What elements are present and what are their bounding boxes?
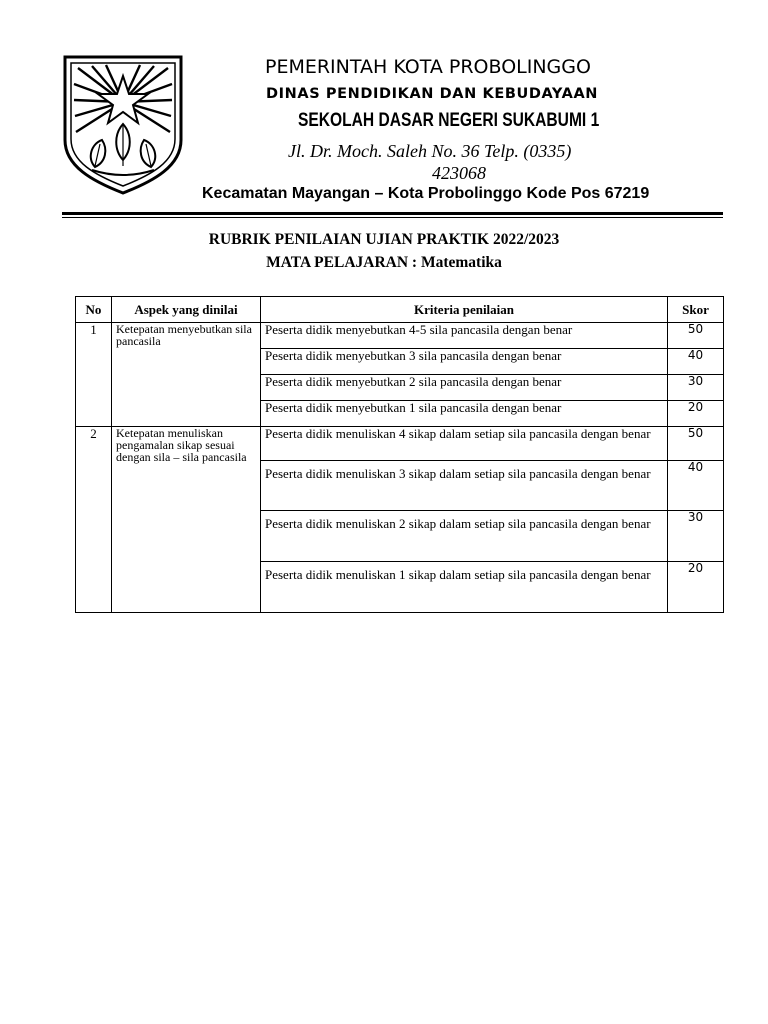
school-address: Jl. Dr. Moch. Saleh No. 36 Telp. (0335) (288, 141, 572, 161)
criteria-cell: Peserta didik menyebutkan 1 sila pancasila dengan benar (261, 401, 668, 427)
table-row (76, 323, 724, 349)
score-cell: 50 (668, 323, 724, 349)
criteria-cell: Peserta didik menuliskan 1 sikap dalam setiap sila pancasila dengan benar (261, 562, 668, 613)
document-subject: MATA PELAJARAN : Matematika (266, 254, 502, 271)
criteria-cell: Peserta didik menyebutkan 3 sila pancasila dengan benar (261, 349, 668, 375)
row-number: 2 (76, 427, 112, 613)
aspect-cell: Ketepatan menuliskan pengamalan sikap sesuai dengan sila – sila pancasila (112, 427, 261, 613)
score-cell: 30 (668, 375, 724, 401)
row-number: 1 (76, 323, 112, 427)
criteria-cell: Peserta didik menyebutkan 4-5 sila pancasila dengan benar (261, 323, 668, 349)
criteria-cell: Peserta didik menuliskan 2 sikap dalam setiap sila pancasila dengan benar (261, 511, 668, 562)
header-criteria: Kriteria penilaian (261, 297, 668, 323)
header-no: No (76, 297, 112, 323)
score-cell: 20 (668, 401, 724, 427)
document-title: RUBRIK PENILAIAN UJIAN PRAKTIK 2022/2023 (208, 231, 560, 248)
district-postcode: Kecamatan Mayangan – Kota Probolinggo Kode Pos 67219 (202, 185, 650, 202)
header-score: Skor (668, 297, 724, 323)
score-cell: 40 (668, 461, 724, 511)
department-name: DINAS PENDIDIKAN DAN KEBUDAYAAN (266, 86, 599, 102)
criteria-cell: Peserta didik menuliskan 3 sikap dalam setiap sila pancasila dengan benar (261, 461, 668, 511)
aspect-cell: Ketepatan menyebutkan sila pancasila (112, 323, 261, 427)
school-name: SEKOLAH DASAR NEGERI SUKABUMI 1 (298, 110, 600, 131)
score-cell: 30 (668, 511, 724, 562)
criteria-cell: Peserta didik menuliskan 4 sikap dalam setiap sila pancasila dengan benar (261, 427, 668, 461)
criteria-cell: Peserta didik menyebutkan 2 sila pancasila dengan benar (261, 375, 668, 401)
header-aspect: Aspek yang dinilai (112, 297, 261, 323)
table-header-row (76, 297, 724, 323)
score-cell: 20 (668, 562, 724, 613)
letterhead-divider-thick (62, 212, 723, 215)
table-row (76, 427, 724, 461)
score-cell: 40 (668, 349, 724, 375)
rubric-table (75, 296, 724, 613)
school-phone: 423068 (432, 163, 486, 183)
probolinggo-city-emblem-icon (62, 54, 184, 196)
score-cell: 50 (668, 427, 724, 461)
letterhead-divider-thin (62, 217, 723, 218)
government-name: PEMERINTAH KOTA PROBOLINGGO (265, 56, 591, 78)
